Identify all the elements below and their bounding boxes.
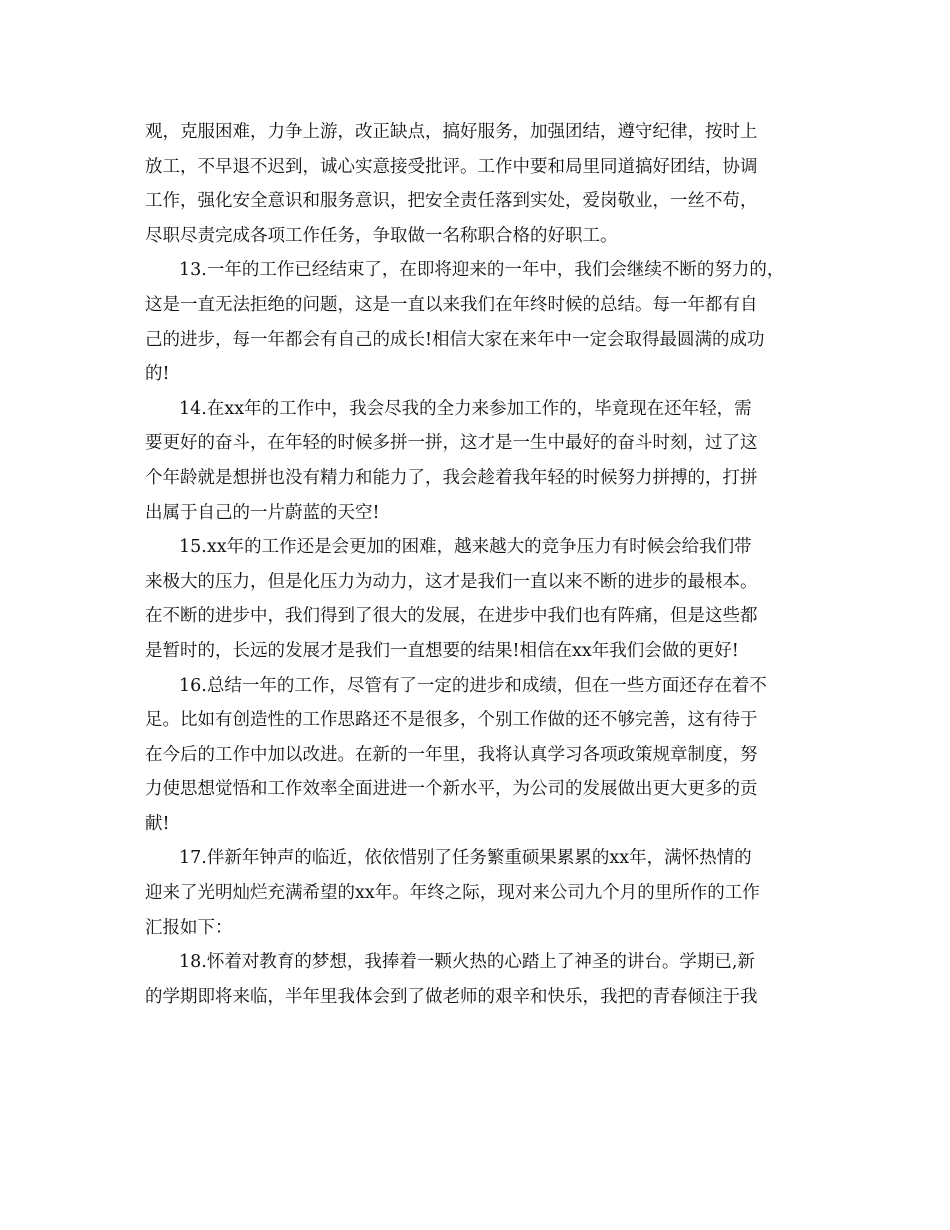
text-line: 献! [145, 813, 170, 834]
text-line: 来极大的压力，但是化压力为动力，这才是我们一直以来不断的进步的最根本。 [145, 571, 758, 592]
document-body [145, 115, 835, 1014]
text-line: 18.怀着对教育的梦想，我捧着一颗火热的心踏上了神圣的讲台。学期已,新 [179, 952, 755, 973]
text-line: 个年龄就是想拼也没有精力和能力了，我会趁着我年轻的时候努力拼搏的，打拼 [145, 467, 758, 488]
text-line: 迎来了光明灿烂充满希望的xx年。年终之际，现对来公司九个月的里所作的工作 [145, 883, 760, 904]
text-line: 13.一年的工作已经结束了，在即将迎来的一年中，我们会继续不断的努力的， [179, 260, 785, 281]
text-line: 出属于自己的一片蔚蓝的天空! [145, 502, 380, 523]
text-line: 17.伴新年钟声的临近，依依惜别了任务繁重硕果累累的xx年，满怀热情的 [179, 848, 752, 869]
text-line: 己的进步，每一年都会有自己的成长!相信大家在来年中一定会取得最圆满的成功 [145, 329, 765, 350]
text-line: 的! [145, 364, 170, 385]
text-line: 放工，不早退不迟到，诚心实意接受批评。工作中要和局里同道搞好团结，协调 [145, 156, 758, 177]
text-line: 的学期即将来临，半年里我体会到了做老师的艰辛和快乐，我把的青春倾注于我 [145, 986, 758, 1007]
text-line: 汇报如下： [145, 917, 233, 938]
text-line: 足。比如有创造性的工作思路还不是很多，个别工作做的还不够完善，这有待于 [145, 710, 758, 731]
text-line: 在不断的进步中，我们得到了很大的发展，在进步中我们也有阵痛，但是这些都 [145, 606, 758, 627]
text-line: 观，克服困难，力争上游，改正缺点，搞好服务，加强团结，遵守纪律，按时上 [145, 122, 758, 142]
text-line: 工作，强化安全意识和服务意识，把安全责任落到实处，爱岗敬业，一丝不苟， [145, 191, 758, 212]
text-line: 16.总结一年的工作，尽管有了一定的进步和成绩，但在一些方面还存在着不 [179, 675, 767, 696]
text-line: 在今后的工作中加以改进。在新的一年里，我将认真学习各项政策规章制度，努 [145, 744, 758, 765]
text-line: 这是一直无法拒绝的问题，这是一直以来我们在年终时候的总结。每一年都有自 [145, 294, 758, 315]
text-line: 要更好的奋斗，在年轻的时候多拼一拼，这才是一生中最好的奋斗时刻，过了这 [145, 433, 758, 454]
text-line: 力使思想觉悟和工作效率全面进进一个新水平，为公司的发展做出更大更多的贡 [145, 779, 758, 800]
text-line: 15.xx年的工作还是会更加的困难，越来越大的竞争压力有时候会给我们带 [179, 537, 752, 558]
text-line: 是暂时的，长远的发展才是我们一直想要的结果!相信在xx年我们会做的更好! [145, 640, 739, 661]
text-line: 尽职尽责完成各项工作任务，争取做一名称职合格的好职工。 [145, 225, 618, 246]
text-line: 14.在xx年的工作中，我会尽我的全力来参加工作的，毕竟现在还年轻，需 [179, 398, 752, 419]
